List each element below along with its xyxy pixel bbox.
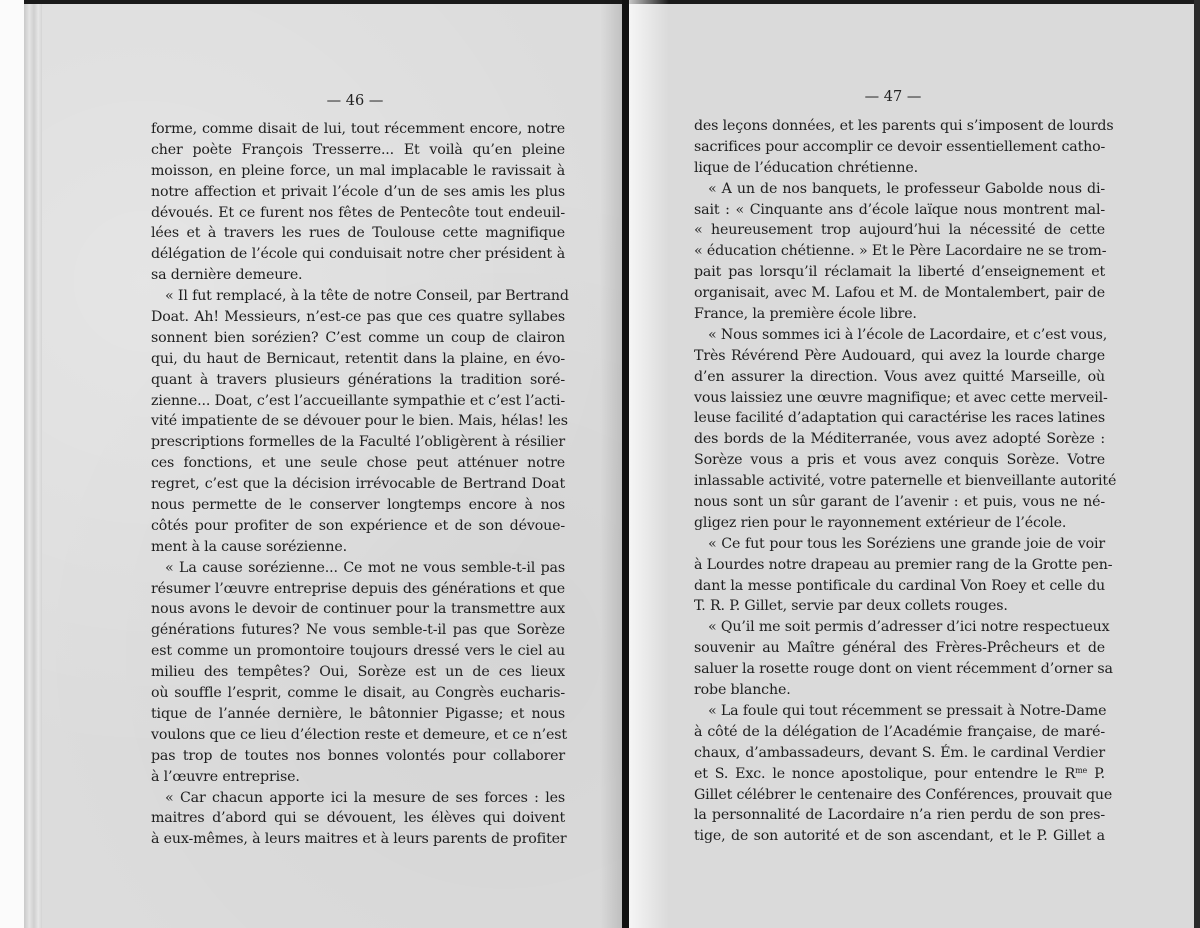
text-line-content: sonnent bien sorézien? C’est comme un coup de clairon: [151, 329, 565, 346]
text-line-content: à Lourdes notre drapeau au premier rang de la Grotte pen-: [694, 556, 1113, 573]
text-line: [694, 680, 1105, 701]
text-line-content: saluer la rosette rouge dont on vient récemment d’orner sa: [694, 661, 1113, 678]
text-line-content: sait : « Cinquante ans d’école laïque nous montrent mal-: [694, 201, 1105, 218]
text-line: [694, 429, 1105, 450]
text-line: [151, 286, 569, 307]
text-line: [694, 534, 1105, 555]
text-line-content: robe blanche.: [694, 682, 791, 699]
text-line: [694, 283, 1105, 304]
text-line-content: à eux-mêmes, à leurs maitres et à leurs parents de profiter: [151, 831, 567, 848]
text-line: [151, 223, 565, 244]
text-line: [151, 432, 565, 453]
text-line-content: nous avons le devoir de continuer pour la transmettre aux: [151, 601, 565, 618]
text-line: [151, 161, 565, 182]
text-line-content: « éducation chétienne. » Et le Père Lacordaire ne se trom-: [694, 243, 1107, 260]
text-line: [694, 638, 1105, 659]
text-line-content: maitres d’abord qui se dévouent, les élèves qui doivent: [151, 810, 565, 827]
text-line: [694, 179, 1105, 200]
text-line: [694, 220, 1105, 241]
text-line-content: « Ce fut pour tous les Soréziens une grande joie de voir: [708, 535, 1105, 552]
text-line-content: regret, c’est que la décision irrévocable de Bertrand Doat: [151, 476, 565, 493]
text-line-content: « heureusement trop aujourd’hui la nécessité de cette: [694, 222, 1105, 239]
text-line-content: leuse facilité d’adaptation qui caractérise les races latines: [694, 410, 1105, 427]
text-line: [694, 659, 1113, 680]
text-line-content: cher poète François Tresserre... Et voilà qu’en pleine: [151, 141, 565, 158]
text-line-content: quant à travers plusieurs générations la tradition soré-: [151, 371, 565, 388]
text-line: [694, 826, 1105, 847]
text-line-content: zienne... Doat, c’est l’accueillante sympathie et c’est l’acti-: [151, 392, 565, 409]
text-line: [694, 743, 1105, 764]
book-edge: [24, 4, 42, 928]
text-line-content: chaux, d’ambassadeurs, devant S. Ém. le cardinal Verdier: [694, 744, 1105, 761]
text-line: [694, 200, 1105, 221]
text-line-content: des leçons données, et les parents qui s’imposent de lourds: [694, 118, 1114, 134]
text-line-content: nous permette de le conserver longtemps encore à nos: [151, 497, 565, 514]
text-line: [694, 116, 1114, 137]
text-line-content: délégation de l’école qui conduisait notre cher président à: [151, 246, 565, 263]
text-line-content: souvenir au Maître général des Frères-Prêcheurs et de: [694, 640, 1105, 657]
text-line-content: générations futures? Ne vous semble-t-il pas que Sorèze: [151, 622, 565, 639]
text-line: [694, 617, 1110, 638]
text-line-content: « Car chacun apporte ici la mesure de ses forces : les: [165, 789, 565, 806]
text-line-content: à l’œuvre entreprise.: [151, 768, 300, 785]
page-number-right: — 47 —: [864, 89, 922, 105]
text-line: [151, 829, 565, 850]
text-line-content: tige, de son autorité et de son ascendant, et le P. Gillet a: [694, 828, 1105, 845]
text-line-content: vité impatiente de se dévouer pour le bien. Mais, hélas! les: [151, 413, 568, 430]
text-line: [151, 746, 565, 767]
text-line-content: sacrifices pour accomplir ce devoir essentiellement catho-: [694, 138, 1106, 155]
text-line: [151, 516, 565, 537]
text-line: [151, 767, 565, 788]
text-line: [694, 388, 1108, 409]
text-line: [151, 704, 565, 725]
text-line: [151, 391, 565, 412]
text-line: [151, 182, 565, 203]
text-line-content: ment à la cause sorézienne.: [151, 538, 347, 555]
text-line: [151, 620, 565, 641]
text-line-content: est comme un promontoire toujours dressé vers le ciel au: [151, 643, 565, 660]
text-line: [694, 764, 1105, 785]
text-line: [694, 450, 1105, 471]
text-line-content: des bords de la Méditerranée, vous avez adopté Sorèze :: [694, 431, 1105, 448]
text-line: [151, 370, 565, 391]
text-line: [151, 474, 565, 495]
gutter-shadow: [600, 0, 622, 928]
book-gutter: [622, 0, 629, 928]
text-line-content: pas trop de toutes nos bonnes volontés pour collaborer: [151, 747, 565, 764]
text-line: [151, 725, 565, 746]
text-line-content: forme, comme disait de lui, tout récemment encore, notre: [151, 121, 565, 137]
text-line-content: « La cause sorézienne... Ce mot ne vous semble-t-il pas: [165, 559, 565, 576]
scan-right-border: [1194, 0, 1200, 928]
text-line: [694, 492, 1105, 513]
text-line: [694, 513, 1105, 534]
text-line: [694, 722, 1105, 743]
text-line: [694, 701, 1105, 722]
text-line-content: gligez rien pour le rayonnement extérieur de l’école.: [694, 514, 1067, 531]
text-line-content: d’en assurer la direction. Vous avez quitté Marseille, où: [694, 368, 1105, 385]
text-line-content: notre affection et privait l’école d’un de ses amis les plus: [151, 183, 565, 200]
page-number-left: — 46 —: [326, 93, 384, 109]
text-line-content: prescriptions formelles de la Faculté l’obligèrent à résilier: [151, 434, 565, 451]
text-line-content: « La foule qui tout récemment se pressait à Notre-Dame: [708, 702, 1107, 719]
text-line-content: « Il fut remplacé, à la tête de notre Conseil, par Bertrand: [165, 288, 569, 305]
text-line-content: côtés pour profiter de son expérience et de son dévoue-: [151, 517, 565, 534]
text-line-content: à côté de la délégation de l’Académie française, de maré-: [694, 723, 1105, 740]
text-line: [151, 119, 565, 140]
text-line-content: et S. Exc. le nonce apostolique, pour entendre le R: [694, 765, 1076, 782]
text-line-content: « Nous sommes ici à l’école de Lacordaire, et c’est vous,: [708, 326, 1108, 343]
text-line-content: « A un de nos banquets, le professeur Gabolde nous di-: [708, 180, 1105, 197]
text-line-content: sa dernière demeure.: [151, 267, 303, 284]
text-line-content: organisait, avec M. Lafou et M. de Montalembert, pair de: [694, 285, 1105, 302]
text-line: [151, 579, 565, 600]
text-line-content: milieu des tempêtes? Oui, Sorèze est un de ces lieux: [151, 664, 565, 681]
text-line-content: Très Révérend Père Audouard, qui avez la lourde charge: [694, 347, 1105, 364]
text-line-content: tique de l’année dernière, le bâtonnier Pigasse; et nous: [151, 705, 565, 722]
scan-margin: [0, 0, 24, 928]
text-line-content: Doat. Ah! Messieurs, n’est-ce pas que ces quatre syllabes: [151, 309, 565, 326]
text-line-tail: P.: [1087, 765, 1105, 782]
text-line: [694, 805, 1105, 826]
left-page-body: [151, 119, 569, 850]
right-page-body: [694, 116, 1117, 847]
text-line: [694, 158, 1105, 179]
text-line: [151, 265, 565, 286]
text-line-content: Gillet célébrer le centenaire des Conférences, prouvait que: [694, 786, 1113, 803]
text-line: [151, 662, 565, 683]
text-line: [151, 349, 565, 370]
text-line: [151, 599, 565, 620]
text-line: [694, 596, 1105, 617]
text-line: [151, 808, 565, 829]
text-line: [694, 555, 1113, 576]
text-line-content: nous sont un sûr garant de l’avenir : et puis, vous ne né-: [694, 494, 1105, 511]
text-line-content: « Qu’il me soit permis d’adresser d’ici notre respectueux: [708, 619, 1110, 636]
text-line-content: dévoués. Et ce furent nos fêtes de Pentecôte tout endeuil-: [151, 204, 565, 221]
text-line: [151, 140, 565, 161]
text-line-content: pait pas lorsqu’il réclamait la liberté d’enseignement et: [694, 264, 1105, 281]
text-line: [151, 683, 565, 704]
text-line-content: moisson, en pleine force, un mal implacable le ravissait à: [151, 162, 565, 179]
text-line-content: où souffle l’esprit, comme le disait, au Congrès eucharis-: [151, 685, 565, 702]
superscript: me: [1075, 765, 1088, 775]
text-line: [151, 328, 565, 349]
text-line-content: Sorèze vous a pris et vous avez conquis Sorèze. Votre: [694, 452, 1105, 469]
text-line: [694, 576, 1105, 597]
text-line-content: voulons que ce lieu d’élection reste et demeure, et ce n’est: [151, 726, 567, 743]
text-line: [151, 307, 565, 328]
text-line-content: résumer l’œuvre entreprise depuis des générations et que: [151, 580, 565, 597]
text-line: [151, 453, 565, 474]
text-line: [694, 346, 1105, 367]
text-line-content: lique de l’éducation chrétienne.: [694, 159, 918, 176]
page-curve-highlight: [629, 0, 669, 928]
text-line: [151, 558, 565, 579]
text-line: [694, 408, 1105, 429]
text-line: [694, 471, 1117, 492]
text-line: [151, 641, 565, 662]
text-line: [694, 367, 1105, 388]
text-line: [151, 244, 565, 265]
text-line: [694, 325, 1108, 346]
text-line-content: la personnalité de Lacordaire n’a rien perdu de son pres-: [694, 807, 1105, 824]
text-line-content: France, la première école libre.: [694, 306, 917, 323]
text-line: [151, 495, 565, 516]
text-line: [694, 241, 1105, 262]
text-line: [694, 137, 1105, 158]
text-line: [151, 203, 565, 224]
text-line-content: inlassable activité, votre paternelle et bienveillante autorité: [694, 473, 1117, 490]
text-line: [151, 411, 568, 432]
text-line-content: qui, du haut de Bernicaut, retentit dans la plaine, en évo-: [151, 350, 565, 367]
text-line-content: ces fonctions, et une seule chose peut atténuer notre: [151, 455, 565, 472]
text-line-content: T. R. P. Gillet, servie par deux collets rouges.: [694, 598, 1008, 615]
text-line: [694, 785, 1113, 806]
text-line: [151, 537, 565, 558]
text-line-content: dant la messe pontificale du cardinal Von Roey et celle du: [694, 577, 1105, 594]
text-line: [694, 262, 1105, 283]
text-line-content: vous laissiez une œuvre magnifique; et avec cette merveil-: [694, 389, 1108, 406]
text-line-content: lées et à travers les rues de Toulouse cette magnifique: [151, 225, 565, 242]
text-line: [151, 788, 565, 809]
text-line: [694, 304, 1105, 325]
